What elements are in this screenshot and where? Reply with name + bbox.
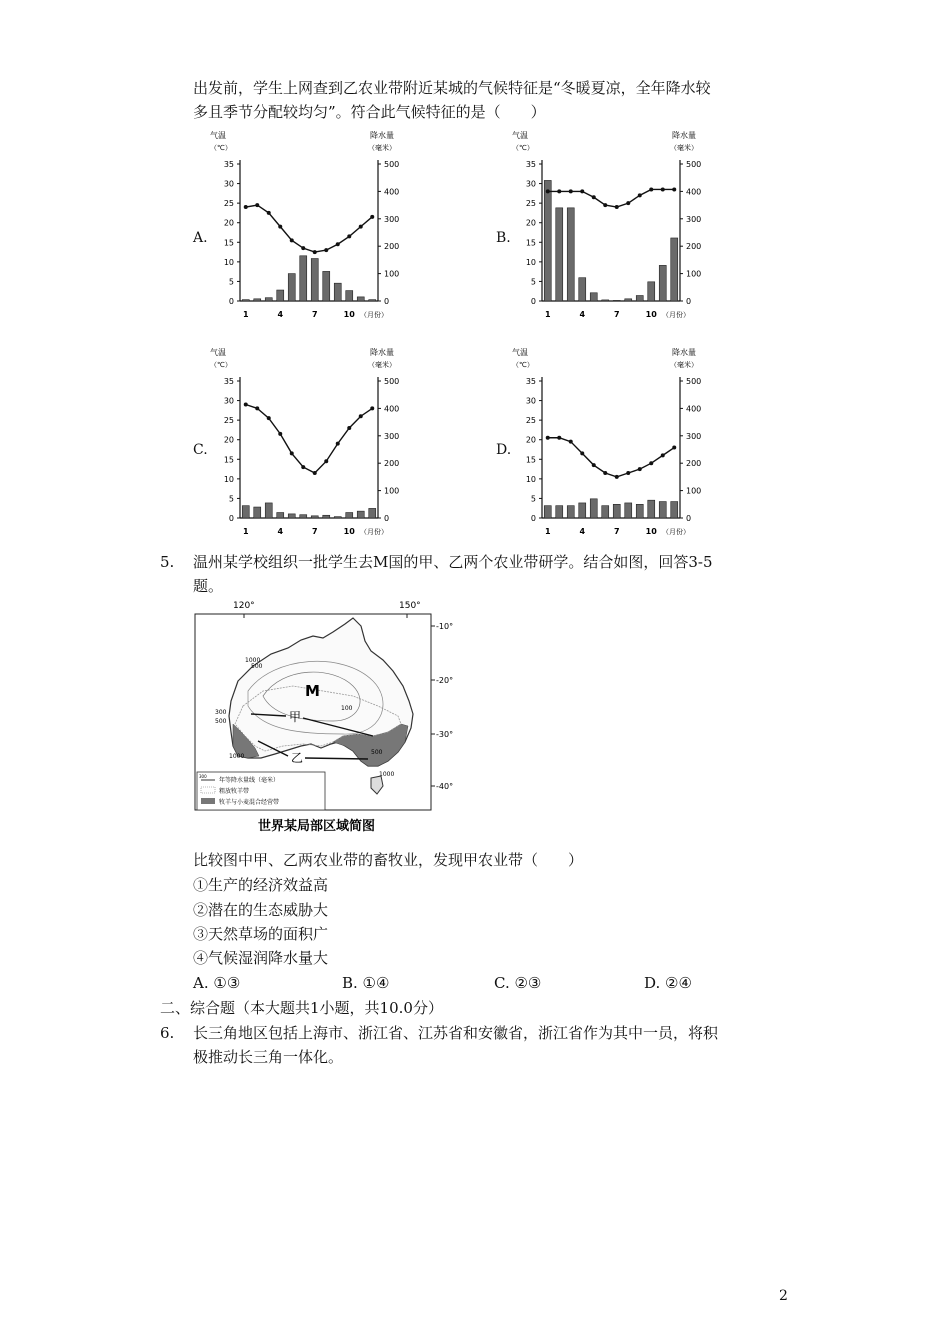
temperature-point: [313, 250, 317, 254]
precip-axis-label: 降水量: [672, 348, 696, 357]
temperature-point: [347, 234, 351, 238]
precip-tick-label: 200: [384, 459, 400, 469]
temperature-point: [672, 446, 676, 450]
precip-bar: [613, 300, 620, 301]
precip-axis-label: 降水量: [370, 131, 394, 140]
precip-bar: [311, 516, 318, 518]
temperature-line: [548, 438, 675, 477]
precip-bar: [277, 513, 284, 518]
temperature-point: [615, 475, 619, 479]
temperature-line: [246, 404, 373, 473]
temperature-point: [638, 467, 642, 471]
precip-tick-label: 100: [384, 269, 400, 279]
temp-tick-label: 10: [223, 257, 234, 267]
temperature-point: [290, 451, 294, 455]
temperature-point: [603, 203, 607, 207]
precip-bar: [579, 278, 586, 301]
temperature-point: [569, 189, 573, 193]
legend-isoline: 年等降水量线（毫米）: [219, 777, 280, 784]
q6-line-1: 长三角地区包括上海市、浙江省、江苏省和安徽省，浙江省作为其中一员，将积: [193, 1024, 719, 1042]
temperature-point: [615, 205, 619, 209]
precip-bar: [323, 515, 330, 518]
chart-c-label: C.: [193, 442, 208, 458]
precip-bar: [567, 208, 574, 301]
chart-b-label: B.: [496, 230, 511, 246]
temp-tick-label: 35: [525, 160, 536, 169]
precip-bar: [544, 180, 551, 301]
precip-bar: [659, 502, 666, 518]
precip-bar: [636, 296, 643, 301]
temp-tick-label: 0: [228, 514, 234, 523]
precip-bar: [671, 502, 678, 518]
temp-tick-label: 15: [223, 238, 234, 248]
temperature-point: [244, 402, 248, 406]
temperature-point: [626, 471, 630, 475]
temp-tick-label: 10: [525, 474, 536, 484]
climate-chart-b: [512, 128, 722, 328]
q5-item-2: ②潜在的生态威胁大: [193, 901, 329, 919]
temp-tick-label: 35: [525, 377, 536, 386]
precip-bar: [288, 274, 295, 301]
iso-label-300: 300: [215, 709, 227, 716]
lat-label-40: -40°: [436, 782, 454, 791]
q5-number: 5.: [160, 553, 175, 571]
svg-text:300: 300: [199, 774, 207, 779]
q5-option-b: B. ①④: [342, 974, 390, 992]
month-tick-label: 10: [645, 527, 657, 536]
temp-axis-unit: （℃）: [512, 361, 534, 369]
precip-tick-label: 100: [686, 486, 702, 496]
temperature-point: [290, 238, 294, 242]
legend-mixed: 牧羊与小麦混合经营带: [219, 799, 280, 806]
month-tick-label: 4: [579, 527, 586, 536]
temp-tick-label: 30: [525, 396, 536, 406]
temperature-point: [313, 471, 317, 475]
precip-bar: [590, 293, 597, 301]
temp-tick-label: 0: [530, 297, 536, 306]
temp-tick-label: 20: [525, 435, 536, 445]
temp-axis-label: 气温: [512, 348, 528, 357]
temperature-point: [580, 189, 584, 193]
precip-bar: [556, 506, 563, 518]
precip-tick-label: 200: [384, 242, 400, 252]
month-tick-label: 1: [544, 310, 551, 319]
q5-item-4: ④气候湿润降水量大: [193, 949, 329, 967]
precip-tick-label: 200: [686, 242, 702, 252]
month-axis-unit: （月份）: [662, 311, 690, 319]
month-tick-label: 10: [645, 310, 657, 319]
temperature-point: [638, 193, 642, 197]
iso-label-500: 500: [251, 663, 263, 670]
precip-bar: [544, 506, 551, 518]
temp-tick-label: 30: [223, 396, 234, 406]
section-2-title: 二、综合题（本大题共1小题，共10.0分）: [160, 999, 443, 1017]
temperature-point: [649, 187, 653, 191]
precip-bar: [254, 299, 261, 301]
legend-sheep: 粗放牧羊带: [219, 788, 250, 795]
map-caption: 世界某局部区域简图: [258, 819, 376, 834]
precip-tick-label: 300: [686, 431, 702, 441]
temp-tick-label: 15: [223, 455, 234, 465]
precip-tick-label: 500: [686, 377, 702, 386]
temperature-point: [336, 442, 340, 446]
australia-map-figure: [193, 596, 454, 836]
q5-line-2: 题。: [193, 577, 224, 595]
temp-axis-unit: （℃）: [512, 144, 534, 152]
precip-tick-label: 400: [384, 187, 400, 197]
precip-tick-label: 400: [384, 404, 400, 414]
precip-tick-label: 300: [686, 214, 702, 224]
month-tick-label: 7: [311, 527, 318, 536]
map-label-yi: 乙: [291, 751, 304, 765]
temperature-point: [661, 187, 665, 191]
map-label-m: M: [305, 682, 320, 700]
lon-label-120: 120°: [233, 601, 255, 611]
lat-label-10: -10°: [436, 622, 454, 631]
temperature-point: [301, 465, 305, 469]
precip-bar: [311, 259, 318, 301]
temp-axis-unit: （℃）: [210, 144, 232, 152]
q5-sub-stem: 比较图中甲、乙两农业带的畜牧业，发现甲农业带（ ）: [193, 851, 584, 869]
temperature-point: [278, 432, 282, 436]
month-tick-label: 4: [277, 310, 284, 319]
precip-bar: [567, 506, 574, 518]
climate-chart-a: [210, 128, 420, 328]
precip-tick-label: 500: [384, 377, 400, 386]
temp-tick-label: 15: [525, 455, 536, 465]
temp-tick-label: 5: [228, 277, 234, 287]
precip-tick-label: 300: [384, 214, 400, 224]
q5-option-c: C. ②③: [494, 974, 542, 992]
q5-option-a: A. ①③: [193, 974, 241, 992]
precip-axis-unit: （毫米）: [368, 361, 396, 369]
temperature-point: [267, 416, 271, 420]
precip-tick-label: 100: [686, 269, 702, 279]
temperature-point: [672, 187, 676, 191]
lat-label-20: -20°: [436, 676, 454, 685]
temperature-point: [359, 225, 363, 229]
month-tick-label: 10: [343, 527, 355, 536]
temp-tick-label: 10: [223, 474, 234, 484]
temp-axis-label: 气温: [210, 131, 226, 140]
precip-bar: [648, 282, 655, 301]
iso-label-1000: 1000: [245, 657, 261, 664]
temp-tick-label: 5: [228, 494, 234, 504]
temp-axis-label: 气温: [512, 131, 528, 140]
temp-tick-label: 30: [525, 179, 536, 189]
precip-axis-unit: （毫米）: [670, 361, 698, 369]
precip-tick-label: 400: [686, 187, 702, 197]
temperature-point: [603, 471, 607, 475]
precip-axis-unit: （毫米）: [670, 144, 698, 152]
precip-tick-label: 0: [686, 297, 692, 306]
temperature-point: [580, 451, 584, 455]
temperature-point: [244, 205, 248, 209]
iso-label-500c: 500: [371, 749, 383, 756]
precip-bar: [242, 506, 249, 518]
temperature-point: [557, 436, 561, 440]
map-label-jia: 甲: [289, 710, 302, 724]
temp-tick-label: 20: [525, 218, 536, 228]
precip-bar: [590, 499, 597, 518]
month-tick-label: 1: [242, 527, 249, 536]
precip-axis-label: 降水量: [672, 131, 696, 140]
temperature-point: [592, 195, 596, 199]
temperature-point: [370, 215, 374, 219]
q4-line-2: 多且季节分配较均匀”。符合此气候特征的是（ ）: [193, 103, 546, 121]
month-axis-unit: （月份）: [662, 528, 690, 536]
month-axis-unit: （月份）: [360, 311, 388, 319]
precip-bar: [357, 511, 364, 518]
precip-tick-label: 400: [686, 404, 702, 414]
precip-tick-label: 0: [384, 297, 390, 306]
precip-tick-label: 0: [384, 514, 390, 523]
temperature-point: [336, 242, 340, 246]
precip-bar: [659, 265, 666, 301]
temp-tick-label: 5: [530, 277, 536, 287]
temperature-point: [347, 426, 351, 430]
chart-a-label: A.: [193, 230, 208, 246]
q4-line-1: 出发前，学生上网查到乙农业带附近某城的气候特征是“冬暖夏凉，全年降水较: [193, 79, 711, 97]
q5-item-3: ③天然草场的面积广: [193, 925, 329, 943]
precip-bar: [602, 506, 609, 518]
precip-bar: [602, 300, 609, 301]
temp-tick-label: 20: [223, 435, 234, 445]
precip-bar: [579, 503, 586, 518]
temperature-point: [359, 414, 363, 418]
precip-bar: [625, 503, 632, 518]
month-tick-label: 1: [544, 527, 551, 536]
precip-bar: [346, 513, 353, 518]
precip-bar: [334, 517, 341, 518]
month-tick-label: 7: [613, 527, 620, 536]
temperature-point: [324, 459, 328, 463]
temp-tick-label: 25: [525, 199, 536, 209]
temp-tick-label: 20: [223, 218, 234, 228]
precip-bar: [636, 504, 643, 518]
temperature-point: [255, 406, 259, 410]
precip-tick-label: 500: [686, 160, 702, 169]
temperature-point: [278, 225, 282, 229]
precip-bar: [265, 298, 272, 301]
month-tick-label: 4: [579, 310, 586, 319]
climate-chart-c: [210, 345, 420, 545]
precip-bar: [300, 515, 307, 518]
month-tick-label: 10: [343, 310, 355, 319]
precip-bar: [277, 290, 284, 301]
temp-axis-unit: （℃）: [210, 361, 232, 369]
temp-tick-label: 5: [530, 494, 536, 504]
precip-bar: [625, 299, 632, 301]
temperature-line: [548, 189, 675, 207]
temperature-point: [569, 440, 573, 444]
precip-bar: [613, 504, 620, 518]
precip-tick-label: 300: [384, 431, 400, 441]
temperature-point: [267, 211, 271, 215]
precip-axis-unit: （毫米）: [368, 144, 396, 152]
precip-bar: [556, 208, 563, 301]
temperature-line: [246, 205, 373, 252]
lon-label-150: 150°: [399, 601, 421, 611]
precip-tick-label: 500: [384, 160, 400, 169]
precip-tick-label: 200: [686, 459, 702, 469]
page-number: 2: [779, 1288, 788, 1304]
month-tick-label: 4: [277, 527, 284, 536]
temperature-point: [546, 436, 550, 440]
month-tick-label: 1: [242, 310, 249, 319]
temp-tick-label: 35: [223, 377, 234, 386]
temperature-point: [370, 406, 374, 410]
temperature-point: [557, 189, 561, 193]
precip-axis-label: 降水量: [370, 348, 394, 357]
temp-tick-label: 0: [530, 514, 536, 523]
temperature-point: [592, 463, 596, 467]
temp-tick-label: 25: [223, 199, 234, 209]
q5-line-1: 温州某学校组织一批学生去M国的甲、乙两个农业带研学。结合如图，回答3-5: [193, 553, 713, 571]
precip-bar: [346, 291, 353, 301]
temp-tick-label: 0: [228, 297, 234, 306]
precip-bar: [671, 238, 678, 301]
temp-axis-label: 气温: [210, 348, 226, 357]
precip-bar: [369, 508, 376, 518]
temperature-point: [546, 189, 550, 193]
temp-tick-label: 30: [223, 179, 234, 189]
precip-bar: [265, 503, 272, 518]
precip-bar: [334, 283, 341, 301]
iso-label-1000b: 1000: [229, 753, 245, 760]
month-tick-label: 7: [311, 310, 318, 319]
temp-tick-label: 25: [525, 416, 536, 426]
precip-tick-label: 100: [384, 486, 400, 496]
precip-bar: [300, 256, 307, 301]
temp-tick-label: 15: [525, 238, 536, 248]
precip-bar: [288, 514, 295, 518]
temperature-point: [324, 248, 328, 252]
temperature-point: [255, 203, 259, 207]
iso-label-500b: 500: [215, 718, 227, 725]
temp-tick-label: 10: [525, 257, 536, 267]
temp-tick-label: 25: [223, 416, 234, 426]
temperature-point: [649, 461, 653, 465]
precip-bar: [357, 297, 364, 301]
precip-bar: [648, 500, 655, 518]
temp-tick-label: 35: [223, 160, 234, 169]
q6-line-2: 极推动长三角一体化。: [193, 1048, 344, 1066]
precip-bar: [323, 271, 330, 301]
precip-bar: [242, 300, 249, 301]
precip-bar: [254, 507, 261, 518]
q5-item-1: ①生产的经济效益高: [193, 876, 329, 894]
temperature-point: [626, 201, 630, 205]
iso-label-100: 100: [341, 705, 353, 712]
precip-bar: [369, 300, 376, 301]
q6-number: 6.: [160, 1024, 175, 1042]
iso-label-1000c: 1000: [379, 771, 395, 778]
temperature-point: [661, 453, 665, 457]
precip-tick-label: 0: [686, 514, 692, 523]
temperature-point: [301, 246, 305, 250]
chart-d-label: D.: [496, 442, 512, 458]
climate-chart-d: [512, 345, 722, 545]
lat-label-30: -30°: [436, 730, 454, 739]
q5-option-d: D. ②④: [644, 974, 692, 992]
month-axis-unit: （月份）: [360, 528, 388, 536]
month-tick-label: 7: [613, 310, 620, 319]
